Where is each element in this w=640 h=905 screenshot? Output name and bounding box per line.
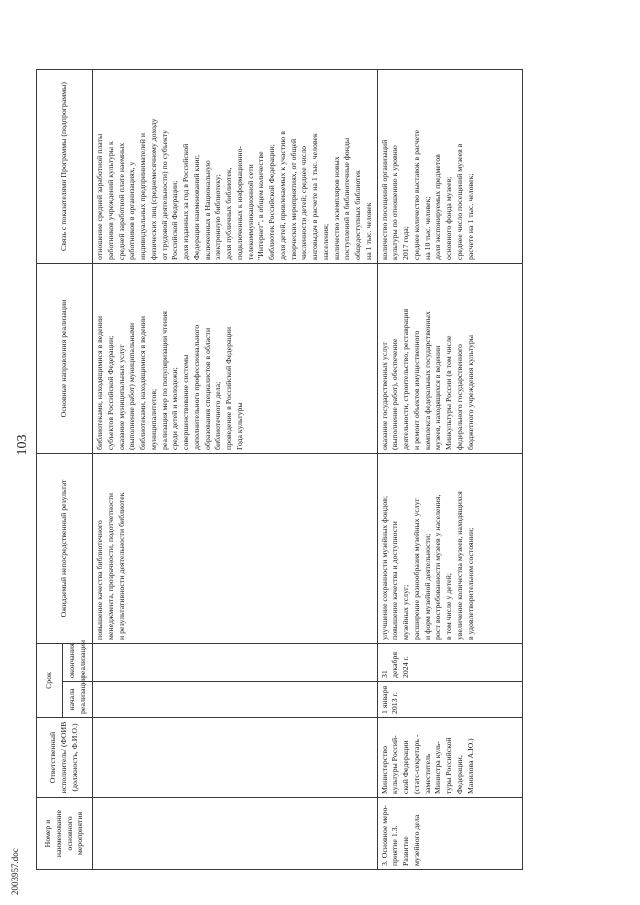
page-number: 103 (15, 434, 30, 456)
program-activities-table (36, 69, 523, 870)
cell-indicators: отношение средней заработной платы работников учреждений культуры к средней заработной плате наемных работников в организациях, у индивидуальных предпринимателей и физических лиц (среднемесячному доходу от трудовой деятельности) по субъекту Российской Федерации; доля изданных за год в Российской Федерации наименований книг, включенных в Национальную электронную библиотеку; доля публичных библиотек, подключенных к информационно- телекоммуникационной сети "Интернет", в общем количестве библиотек Российской Федерации; доля детей, привлекаемых к участию в творческих мероприятиях, от общей численности детей; среднее число кнговыдач в расчете на 1 тыс. человек населения; количество экземпляров новых поступлений в библиотечные фонды общедоступных библиотек на 1 тыс. человек (93, 69, 378, 263)
footer-filename: 2003957.doc (10, 848, 20, 895)
cell-directions: оказание государственных услуг (выполнение работ), обеспечение деятельности, строительство, реставрация и ремонт объектов имущественного комплекса федеральных государственных музеев, находящихся в ведении Минкультуры России (в том числе федерального государственного бюджетного учреждения культуры (377, 263, 522, 453)
cell-name: Основное меро- приятие 1.3. Развитие музейного дела (379, 804, 421, 866)
cell-result: повышение качества библиотечного менеджмента, прозрачности, подотчетности и результативности деятельности библиотек (93, 453, 378, 643)
cell-number-name (93, 798, 378, 870)
cell-responsible (93, 718, 378, 798)
table-row (93, 69, 378, 869)
cell-end (93, 643, 378, 681)
header-term-start: начала реализации (63, 682, 93, 718)
header-number-name: Номер и наименование основного мероприятия (37, 798, 93, 870)
cell-result: улучшение сохранности музейных фондов; повышение качества и доступности музейных услуг; расширение разнообразия музейных услуг и форм музейной деятельности; рост востребованности музеев у населения, в том числе у детей; увеличение количества музеев, находящихся в удовлетворительном состоянии; (377, 453, 522, 643)
cell-indicators: количество посещений организаций культуры по отношению к уровню 2017 года; среднее количество выставок в расчете на 10 тыс. человек; доля экспонируемых предметов основного фонда музеев; среднее число посещений музеев в расчете на 1 тыс. человек; (377, 69, 522, 263)
cell-number: 3. (379, 860, 389, 866)
cell-start: 1 января 2013 г. (377, 682, 522, 718)
header-indicators: Связь с показателями Программы (подпрограммы) (37, 69, 93, 263)
cell-end: 31 декабря 2024 г. (377, 643, 522, 681)
cell-start (93, 682, 378, 718)
cell-number-name (377, 798, 522, 870)
cell-directions: библиотеками, находящимися в ведении субъектов Российской Федерации; оказание муниципальных услуг (выполнение работ) муниципальными библиотеками, находящимися в ведении муниципалитетов; реализация мер по популяризации чтения среди детей и молодежи; совершенствование системы дополнительного профессионального образования специалистов в области библиотечного дела; проведение в Российской Федерации Года культуры (93, 263, 378, 453)
header-expected-result: Ожидаемый непосредственный результат (37, 453, 93, 643)
table-header-row (37, 69, 63, 869)
table-row (377, 69, 522, 869)
header-directions: Основные направления реализации (37, 263, 93, 453)
header-term: Срок (37, 643, 63, 717)
cell-responsible: Министерство культуры Россий- ской Федерации (статс-секретарь - заместитель Министра куль- туры Российской Федерации, Манилова А.Ю.) (377, 718, 522, 798)
header-responsible: Ответственный исполнитель/ (ФОИВ (должность, Ф.И.О.) (37, 718, 93, 798)
header-term-end: окончания реализации (63, 643, 93, 681)
